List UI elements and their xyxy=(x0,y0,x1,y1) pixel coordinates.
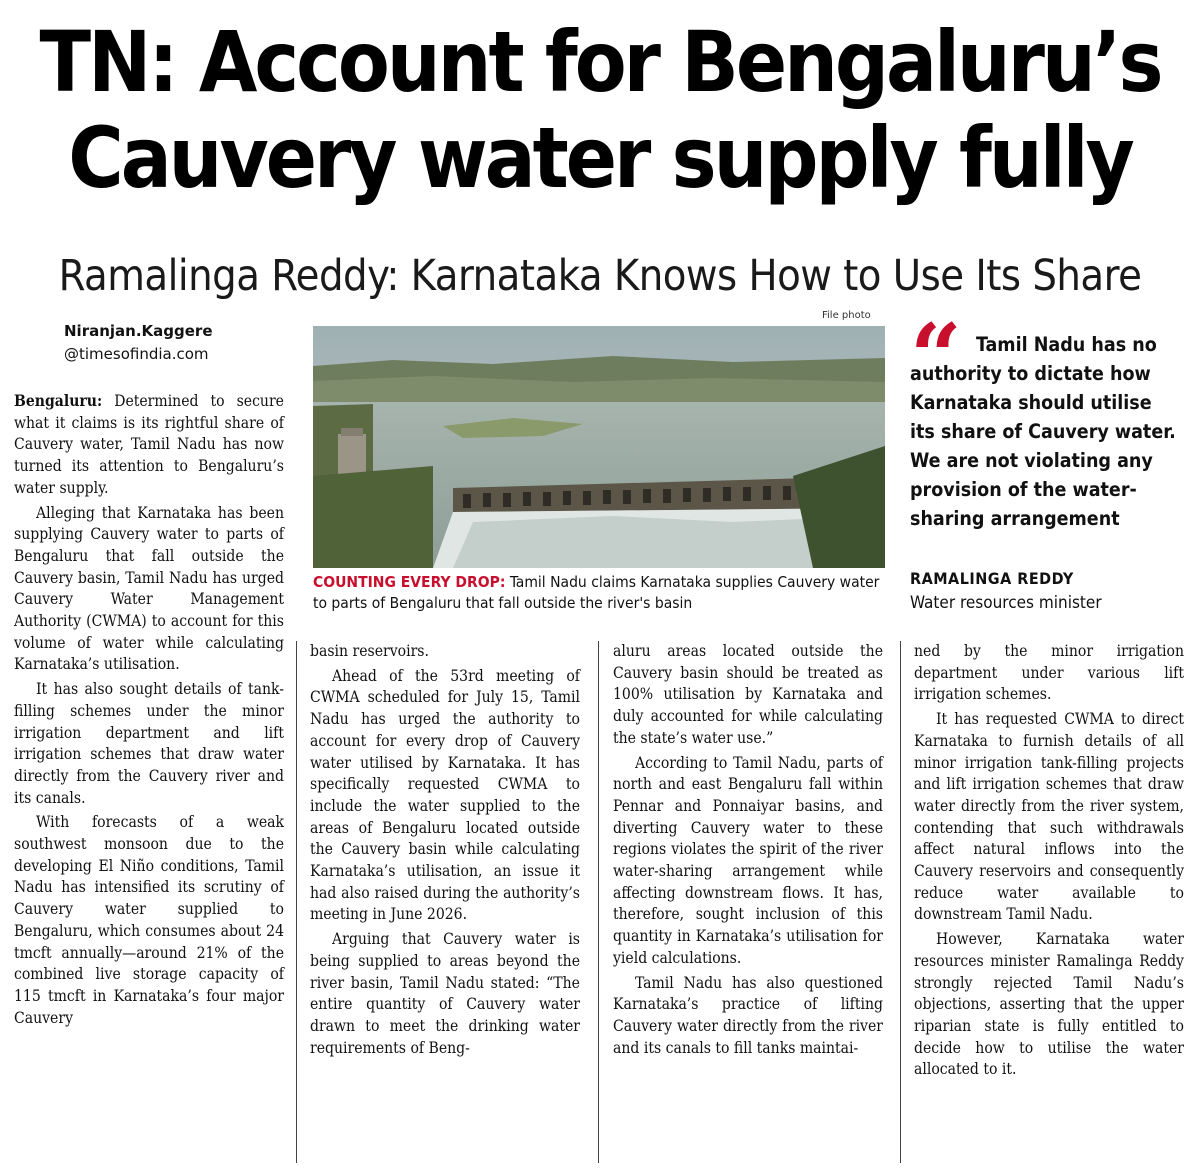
column-divider xyxy=(296,641,297,1163)
byline-name: Niranjan.Kaggere xyxy=(64,322,213,340)
byline xyxy=(64,320,213,366)
article-paragraph: Bengaluru: Determined to secure what it claims is its rightful share of Cauvery water, Tamil Nadu has now turned its attention to Bengaluru’s water supply. xyxy=(14,391,284,497)
column-divider xyxy=(900,641,901,1163)
article-column-4 xyxy=(914,641,1184,1084)
article-paragraph: Ahead of the 53rd meeting of CWMA scheduled for July 15, Tamil Nadu has urged the authority to account for every drop of Cauvery water utilised by Karnataka. It has specifically requested CWMA to include the water supplied to the areas of Bengaluru located outside the Cauvery basin while calculating Karnataka’s utilisation, an issue it had also raised during the authority’s meeting in June 2026. xyxy=(310,666,580,924)
article-column-2 xyxy=(310,641,580,1062)
quote-mark-icon: “ xyxy=(910,304,962,410)
dam-photo xyxy=(313,326,885,568)
article-paragraph: According to Tamil Nadu, parts of north and east Bengaluru fall within Pennar and Ponnaiyar basins, and diverting Cauvery water to these regions violates the spirit of the river water-sharing arrangement while affecting downstream flows. It has, therefore, sought inclusion of this quantity in Karnataka’s utilisation for yield calculations. xyxy=(613,753,883,967)
article-paragraph: Arguing that Cauvery water is being supplied to areas beyond the river basin, Tamil Nadu stated: “The entire quantity of Cauvery water drawn to meet the drinking water requirements of Beng- xyxy=(310,930,580,1057)
pull-quote-role: Water resources minister xyxy=(910,593,1102,613)
article-paragraph: It has requested CWMA to direct Karnataka to furnish details of all minor irrigation tank-filling projects and lift irrigation schemes that draw water directly from the river system, contending that such withdrawals affect natural inflows into the Cauvery reservoirs and consequently reduce water available to downstream Tamil Nadu. xyxy=(914,710,1184,924)
headline-line-1: TN: Account for Bengaluru’s xyxy=(39,13,1161,111)
headline-line-2: Cauvery water supply fully xyxy=(68,109,1132,207)
article-paragraph: However, Karnataka water resources minister Ramalinga Reddy strongly rejected Tamil Nadu’s objections, asserting that the upper riparian state is fully entitled to decide how to utilise the water allocated to it. xyxy=(914,930,1184,1079)
caption-label: COUNTING EVERY DROP: xyxy=(313,573,506,591)
article-paragraph: aluru areas located outside the Cauvery basin should be treated as 100% utilisation by Karnataka and duly accounted for while calculating the state’s water use.” xyxy=(613,642,883,747)
article-paragraph: Alleging that Karnataka has been supplying Cauvery water to parts of Bengaluru that fall outside the Cauvery basin, Tamil Nadu has urged Cauvery Water Management Authority (CWMA) to account for this volume of water while calculating Karnataka’s utilisation. xyxy=(14,503,284,674)
headline xyxy=(0,14,1200,206)
byline-outlet: @timesofindia.com xyxy=(64,345,209,363)
dam-photo-illustration xyxy=(313,326,885,568)
photo-caption xyxy=(313,572,893,614)
column-divider xyxy=(598,641,599,1163)
article-column-1 xyxy=(14,390,284,1032)
article-paragraph: Tamil Nadu has also questioned Karnataka’s practice of lifting Cauvery water directly from the river and its canals to fill tanks maintai- xyxy=(613,973,883,1057)
photo-credit: File photo xyxy=(822,310,871,321)
subheadline: Ramalinga Reddy: Karnataka Knows How to Use Its Share xyxy=(58,251,1142,301)
article-column-3 xyxy=(613,641,883,1062)
article-paragraph: ned by the minor irrigation department under various lift irrigation schemes. xyxy=(914,642,1184,704)
article-paragraph: basin reservoirs. xyxy=(310,642,429,660)
article-paragraph: With forecasts of a weak southwest monsoon due to the developing El Niño conditions, Tamil Nadu has intensified its scrutiny of Cauvery water supplied to Bengaluru, which consumes about 24 tmcft annually—around 21% of the combined live storage capacity of 115 tmcft in Karnataka’s four major Cauvery xyxy=(14,813,284,1027)
pull-quote-name: RAMALINGA REDDY xyxy=(910,569,1074,588)
dateline: Bengaluru: xyxy=(14,391,103,410)
article-paragraph: It has also sought details of tank-filling schemes under the minor irrigation department and lift irrigation schemes that draw water directly from the Cauvery river and its canals. xyxy=(14,680,284,807)
pull-quote-text: Tamil Nadu has no authority to dictate how Karnataka should utilise its share of Cauvery water. We are not violating any provision of the water-sharing arrangement xyxy=(910,333,1176,530)
caption-text: Tamil Nadu claims Karnataka supplies Cauvery water to parts of Bengaluru that fall outside the river's basin xyxy=(313,573,880,612)
